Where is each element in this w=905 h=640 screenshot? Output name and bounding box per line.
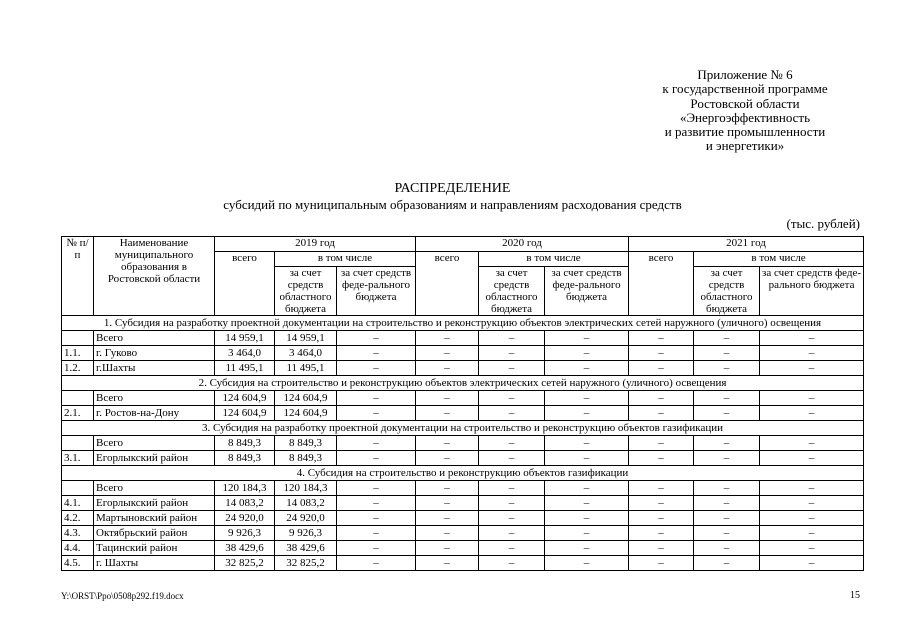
value-cell: 8 849,3: [215, 436, 275, 451]
value-cell: –: [760, 346, 864, 361]
value-cell: –: [479, 436, 545, 451]
value-cell: –: [545, 556, 629, 571]
value-cell: –: [416, 361, 479, 376]
annex-line: к государственной программе: [662, 81, 828, 97]
value-cell: 8 849,3: [275, 436, 337, 451]
value-cell: –: [694, 391, 760, 406]
value-cell: –: [416, 391, 479, 406]
value-cell: –: [629, 406, 694, 421]
table-row: [62, 511, 864, 526]
value-cell: –: [694, 331, 760, 346]
value-cell: 3 464,0: [275, 346, 337, 361]
value-cell: 124 604,9: [215, 391, 275, 406]
value-cell: –: [337, 556, 416, 571]
header-federal: за счет средств феде-рального бюджета: [337, 267, 416, 316]
row-name: Егорлыкский район: [94, 451, 215, 466]
value-cell: –: [694, 361, 760, 376]
row-number: 4.2.: [62, 511, 94, 526]
value-cell: –: [629, 331, 694, 346]
value-cell: –: [545, 496, 629, 511]
section-title: 4. Субсидия на строительство и реконструкцию объектов газификации: [62, 466, 864, 481]
table-row: [62, 361, 864, 376]
value-cell: –: [416, 436, 479, 451]
value-cell: –: [760, 496, 864, 511]
value-cell: –: [629, 526, 694, 541]
row-name: Всего: [94, 331, 215, 346]
value-cell: –: [760, 436, 864, 451]
value-cell: –: [416, 526, 479, 541]
row-number: 4.4.: [62, 541, 94, 556]
value-cell: –: [545, 346, 629, 361]
value-cell: –: [416, 481, 479, 496]
value-cell: –: [629, 556, 694, 571]
value-cell: –: [629, 361, 694, 376]
value-cell: 124 604,9: [215, 406, 275, 421]
value-cell: –: [694, 511, 760, 526]
value-cell: 120 184,3: [215, 481, 275, 496]
value-cell: –: [479, 331, 545, 346]
value-cell: –: [545, 361, 629, 376]
value-cell: –: [760, 526, 864, 541]
value-cell: –: [416, 406, 479, 421]
value-cell: –: [545, 331, 629, 346]
row-name: г. Ростов-на-Дону: [94, 406, 215, 421]
value-cell: 14 959,1: [275, 331, 337, 346]
title-subheading: субсидий по муниципальным образованиям и направлениям расходования средств: [223, 197, 682, 212]
header-federal: за счет средств феде-рального бюджета: [760, 267, 864, 316]
unit-label: (тыс. рублей): [786, 216, 860, 231]
value-cell: 124 604,9: [275, 391, 337, 406]
value-cell: –: [479, 526, 545, 541]
value-cell: –: [337, 346, 416, 361]
value-cell: –: [479, 346, 545, 361]
value-cell: 120 184,3: [275, 481, 337, 496]
value-cell: 24 920,0: [275, 511, 337, 526]
value-cell: –: [337, 331, 416, 346]
row-number: [62, 436, 94, 451]
value-cell: 32 825,2: [275, 556, 337, 571]
row-number: 4.3.: [62, 526, 94, 541]
value-cell: –: [629, 391, 694, 406]
value-cell: –: [694, 541, 760, 556]
value-cell: –: [416, 496, 479, 511]
value-cell: –: [416, 331, 479, 346]
header-regional: за счет средств областного бюджета: [479, 267, 545, 316]
value-cell: 11 495,1: [275, 361, 337, 376]
annex-line: Приложение № 6: [697, 67, 793, 82]
table-row: [62, 391, 864, 406]
annex-block: [600, 68, 890, 154]
value-cell: 32 825,2: [215, 556, 275, 571]
header-num: № п/п: [62, 237, 94, 316]
title-heading: РАСПРЕДЕЛЕНИЕ: [394, 181, 511, 196]
row-name: г.Шахты: [94, 361, 215, 376]
row-name: Егорлыкский район: [94, 496, 215, 511]
value-cell: –: [694, 346, 760, 361]
row-number: 1.1.: [62, 346, 94, 361]
header-year-2021: 2021 год: [629, 237, 864, 252]
table-row: [62, 541, 864, 556]
value-cell: –: [337, 511, 416, 526]
table-row: [62, 331, 864, 346]
value-cell: –: [760, 511, 864, 526]
value-cell: –: [760, 406, 864, 421]
row-number: [62, 391, 94, 406]
value-cell: –: [760, 541, 864, 556]
value-cell: 14 959,1: [215, 331, 275, 346]
value-cell: –: [629, 436, 694, 451]
value-cell: –: [479, 406, 545, 421]
row-number: 3.1.: [62, 451, 94, 466]
value-cell: –: [629, 346, 694, 361]
value-cell: –: [416, 556, 479, 571]
value-cell: –: [337, 526, 416, 541]
value-cell: 124 604,9: [275, 406, 337, 421]
footer-file-path: Y:\ORST\Ppo\0508p292.f19.docx: [61, 591, 184, 601]
table-row: [62, 436, 864, 451]
value-cell: –: [416, 346, 479, 361]
table-row: [62, 556, 864, 571]
value-cell: –: [479, 361, 545, 376]
value-cell: 38 429,6: [275, 541, 337, 556]
header-incl: в том числе: [275, 252, 416, 267]
annex-line: и развитие промышленности: [664, 124, 826, 140]
table-row: [62, 346, 864, 361]
row-name: г. Шахты: [94, 556, 215, 571]
value-cell: –: [629, 451, 694, 466]
value-cell: –: [337, 391, 416, 406]
value-cell: –: [629, 496, 694, 511]
value-cell: –: [629, 541, 694, 556]
section-title: 3. Субсидия на разработку проектной документации на строительство и реконструкцию объектов газификации: [62, 421, 864, 436]
row-number: 2.1.: [62, 406, 94, 421]
value-cell: 9 926,3: [275, 526, 337, 541]
header-year-2019: 2019 год: [215, 237, 416, 252]
value-cell: –: [337, 541, 416, 556]
value-cell: –: [545, 406, 629, 421]
table-row: [62, 481, 864, 496]
value-cell: –: [694, 556, 760, 571]
distribution-table: [61, 236, 864, 571]
value-cell: –: [337, 481, 416, 496]
value-cell: –: [760, 451, 864, 466]
value-cell: –: [337, 451, 416, 466]
row-name: Тацинский район: [94, 541, 215, 556]
row-name: Всего: [94, 481, 215, 496]
value-cell: –: [694, 481, 760, 496]
value-cell: –: [416, 541, 479, 556]
table-row: [62, 496, 864, 511]
value-cell: –: [694, 436, 760, 451]
value-cell: –: [760, 391, 864, 406]
value-cell: –: [760, 361, 864, 376]
row-name: Всего: [94, 436, 215, 451]
value-cell: –: [337, 406, 416, 421]
section-title: 1. Субсидия на разработку проектной документации на строительство и реконструкцию объектов электрических сетей наружного (уличного) освещения: [62, 316, 864, 331]
value-cell: –: [545, 391, 629, 406]
value-cell: –: [760, 331, 864, 346]
row-number: 4.1.: [62, 496, 94, 511]
row-name: Всего: [94, 391, 215, 406]
row-number: 1.2.: [62, 361, 94, 376]
value-cell: –: [479, 391, 545, 406]
value-cell: –: [479, 451, 545, 466]
value-cell: –: [337, 361, 416, 376]
header-regional: за счет средств областного бюджета: [275, 267, 337, 316]
value-cell: –: [694, 451, 760, 466]
value-cell: 8 849,3: [275, 451, 337, 466]
row-number: [62, 331, 94, 346]
header-regional: за счет средств областного бюджета: [694, 267, 760, 316]
value-cell: 14 083,2: [275, 496, 337, 511]
row-name: г. Гуково: [94, 346, 215, 361]
value-cell: –: [760, 481, 864, 496]
value-cell: –: [545, 451, 629, 466]
header-total: всего: [215, 252, 275, 316]
row-number: [62, 481, 94, 496]
value-cell: 11 495,1: [215, 361, 275, 376]
value-cell: –: [694, 496, 760, 511]
value-cell: –: [545, 481, 629, 496]
header-incl: в том числе: [694, 252, 864, 267]
value-cell: –: [545, 511, 629, 526]
value-cell: –: [337, 496, 416, 511]
header-year-2020: 2020 год: [416, 237, 629, 252]
table-row: [62, 406, 864, 421]
row-name: Мартыновский район: [94, 511, 215, 526]
value-cell: 8 849,3: [215, 451, 275, 466]
value-cell: –: [694, 526, 760, 541]
header-total: всего: [629, 252, 694, 316]
table-row: [62, 526, 864, 541]
table-row: [62, 451, 864, 466]
value-cell: –: [416, 451, 479, 466]
value-cell: –: [629, 511, 694, 526]
section-title: 2. Субсидия на строительство и реконструкцию объектов электрических сетей наружного (уличного) освещения: [62, 376, 864, 391]
annex-line: Ростовской области: [690, 95, 800, 111]
value-cell: –: [479, 511, 545, 526]
header-name: Наименование муниципального образования в Ростовской области: [94, 237, 215, 316]
value-cell: 38 429,6: [215, 541, 275, 556]
value-cell: –: [479, 481, 545, 496]
value-cell: –: [545, 526, 629, 541]
value-cell: –: [545, 436, 629, 451]
value-cell: 9 926,3: [215, 526, 275, 541]
header-incl: в том числе: [479, 252, 629, 267]
value-cell: –: [629, 481, 694, 496]
value-cell: –: [416, 511, 479, 526]
annex-line: и энергетики»: [705, 138, 785, 154]
value-cell: 14 083,2: [215, 496, 275, 511]
row-name: Октябрьский район: [94, 526, 215, 541]
header-total: всего: [416, 252, 479, 316]
annex-line: «Энергоэффективность: [679, 109, 811, 125]
value-cell: –: [337, 436, 416, 451]
value-cell: –: [760, 556, 864, 571]
document-title: [0, 181, 905, 213]
value-cell: –: [479, 541, 545, 556]
row-number: 4.5.: [62, 556, 94, 571]
header-federal: за счет средств феде-рального бюджета: [545, 267, 629, 316]
value-cell: –: [479, 556, 545, 571]
page-number: 15: [850, 590, 860, 601]
value-cell: 24 920,0: [215, 511, 275, 526]
value-cell: –: [545, 541, 629, 556]
value-cell: 3 464,0: [215, 346, 275, 361]
value-cell: –: [479, 496, 545, 511]
value-cell: –: [694, 406, 760, 421]
